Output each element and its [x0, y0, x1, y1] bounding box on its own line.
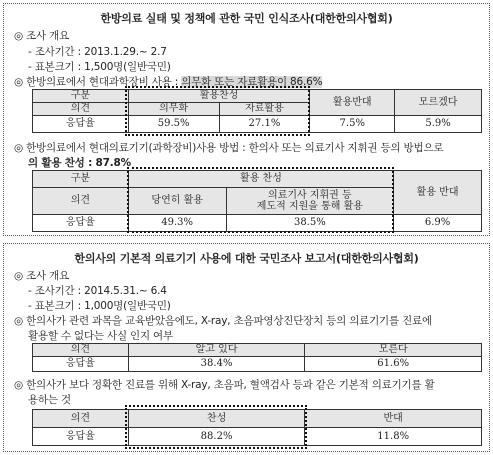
survey2-sample: - 표본크기 : 1,000명(일반국민): [28, 300, 171, 312]
table-cell: 6.9%: [394, 215, 482, 232]
survey2-table2: [32, 409, 482, 446]
survey1-table1: [32, 89, 482, 133]
table-row-label: 응답율: [33, 215, 129, 232]
table-header-cell: 모른다: [305, 344, 482, 357]
table-row-label: 응답율: [33, 116, 129, 133]
survey1-table2: [32, 170, 482, 232]
table-header-cell: 의견: [33, 344, 129, 357]
table-header-cell: 반대: [305, 410, 482, 428]
survey1-question1-answer: 의무화 또는 자료활용이 86.6%: [181, 76, 323, 88]
survey1-question2-line2: 의 활용 찬성 : 87.8%: [28, 157, 131, 169]
survey2-overview-heading: ◎ 조사 개요: [14, 270, 70, 282]
table-header-cell: 의견: [33, 188, 129, 215]
table-cell: 49.3%: [128, 215, 226, 232]
survey1-title: 한방의료 실태 및 정책에 관한 국민 인식조사(대한한의사협회): [100, 12, 393, 25]
table-header-cell: 의견: [33, 410, 129, 428]
table-cell: 38.5%: [226, 215, 394, 232]
survey2-panel: [3, 243, 490, 452]
survey1-panel: [3, 3, 490, 236]
table-header-cell: 구분: [33, 90, 129, 103]
table-header-cell: 의무화: [128, 103, 219, 116]
table-cell: 7.5%: [310, 116, 395, 133]
survey1-question1-prefix: ◎ 한방의료에서 현대과학장비 사용 :: [14, 76, 182, 88]
table-header-cell: 의견: [33, 103, 129, 116]
survey2-question2-line2: 용하는 것: [28, 394, 71, 406]
table-header-cell: 구분: [33, 171, 129, 188]
survey1-period: - 조사기간 : 2013.1.29.~ 2.7: [28, 46, 167, 58]
table-header-cell: [226, 188, 394, 215]
table-header-cell: 찬성: [128, 410, 305, 428]
table-header-cell: 알고 있다: [128, 344, 305, 357]
survey2-question1-line1: ◎ 한의사가 관련 과목을 교육받았음에도, X-ray, 초음파영상진단장치 등의 의료기기를 진료에: [14, 315, 432, 327]
table-header-cell: 당연히 활용: [128, 188, 226, 215]
table-cell: 27.1%: [219, 116, 310, 133]
survey1-sample: - 표본크기 : 1,500명(일반국민): [28, 61, 171, 73]
table-row-label: 응답율: [33, 428, 129, 446]
table-cell: 11.8%: [305, 428, 482, 446]
table-header-cell: 모르겠다: [395, 90, 482, 116]
table-cell: 88.2%: [128, 428, 305, 446]
header-line: 의료기사 지휘권 등: [268, 189, 352, 201]
survey2-question1-line2: 활용할 수 없다는 사실 인지 여부: [28, 330, 173, 342]
table-cell: 38.4%: [128, 357, 305, 372]
table-cell: 61.6%: [305, 357, 482, 372]
table-header-cell: 활용반대: [310, 90, 395, 116]
survey1-overview-heading: ◎ 조사 개요: [14, 30, 70, 42]
table-cell: 5.9%: [395, 116, 482, 133]
table-header-cell: 활용찬성: [128, 90, 310, 103]
survey2-period: - 조사기간 : 2014.5.31.~ 6.4: [28, 285, 167, 297]
survey2-title: 한의사의 기본적 의료기기 사용에 대한 국민조사 보고서(대한한의사협회): [74, 252, 419, 265]
survey1-question2-line1: ◎ 한방의료에서 현대의료기기(과학장비)사용 방법 : 한의사 또는 의료기사 지휘권 등의 방법으로: [14, 142, 444, 154]
table-cell: 59.5%: [128, 116, 219, 133]
survey1-question1: [14, 74, 322, 89]
survey2-table1: [32, 343, 482, 372]
table-row-label: 응답율: [33, 357, 129, 372]
table-header-cell: 활용 찬성: [128, 171, 393, 188]
survey2-question2-line1: ◎ 한의사가 보다 정확한 진료를 위해 X-ray, 초음파, 혈액검사 등과 같은 기본적 의료기기를 활: [14, 379, 435, 391]
header-line: 제도적 지원을 통해 활용: [256, 201, 363, 212]
table-header-cell: 활용 반대: [394, 171, 482, 215]
table-header-cell: 자료활용: [219, 103, 310, 116]
